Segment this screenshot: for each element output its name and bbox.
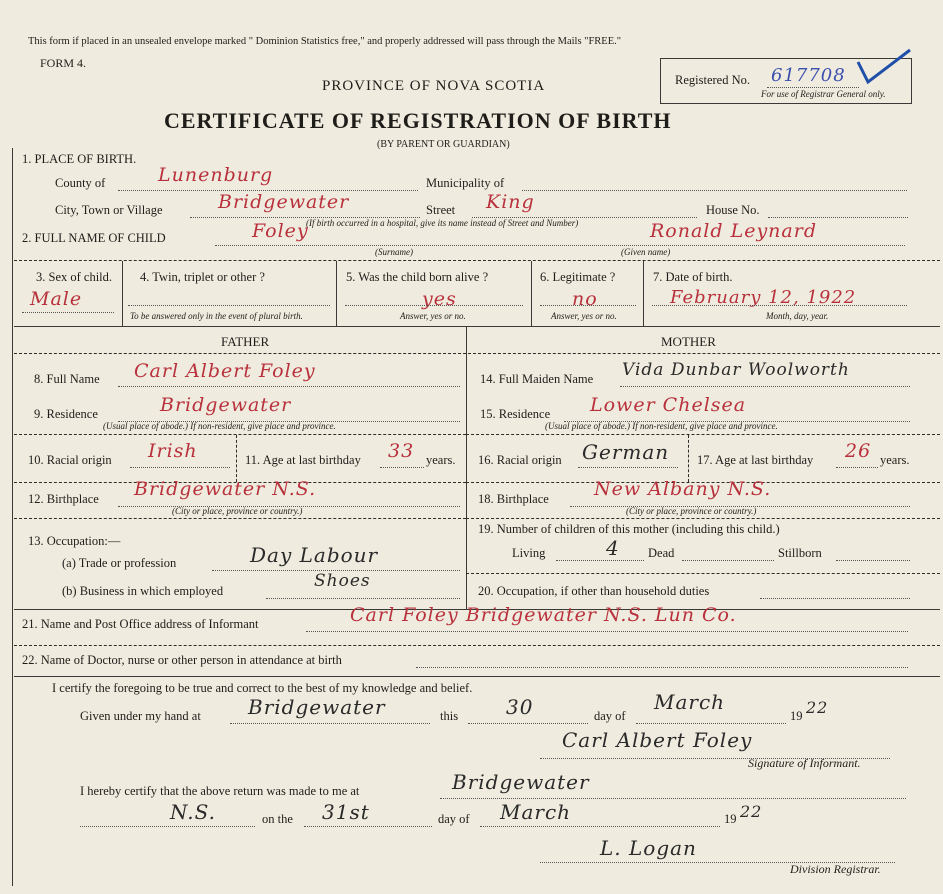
child-given-name: Ronald Leynard — [650, 220, 817, 242]
mother-racial-value: German — [582, 440, 670, 464]
street-label: Street — [426, 203, 456, 217]
municipality-label: Municipality of — [426, 176, 505, 190]
informant-signature: Carl Albert Foley — [562, 728, 753, 752]
registrar-on-label: on the — [262, 812, 293, 826]
legit-note: Answer, yes or no. — [551, 311, 617, 321]
certify-statement: I certify the foregoing to be true and correct to the best of my knowledge and belief. — [52, 681, 473, 695]
living-label: Living — [512, 546, 546, 560]
certify-month: March — [654, 690, 726, 714]
certificate-subtitle: (BY PARENT OR GUARDIAN) — [377, 139, 510, 150]
mother-age-value: 26 — [845, 440, 872, 462]
father-racial-label: 10. Racial origin — [28, 453, 112, 467]
left-border — [12, 148, 13, 886]
stillborn-label: Stillborn — [778, 546, 822, 560]
center-divider — [466, 327, 467, 609]
alive-value: yes — [422, 288, 457, 310]
father-birthplace-value: Bridgewater N.S. — [134, 478, 317, 500]
business-value: Shoes — [314, 571, 371, 591]
legit-value: no — [572, 288, 598, 310]
registrar-place: Bridgewater — [452, 770, 590, 794]
mother-heading: MOTHER — [661, 334, 716, 349]
registrar-note: For use of Registrar General only. — [761, 89, 886, 99]
province-heading: PROVINCE OF NOVA SCOTIA — [322, 78, 546, 94]
alive-note: Answer, yes or no. — [400, 311, 466, 321]
sex-label: 3. Sex of child. — [36, 270, 113, 284]
place-of-birth-label: 1. PLACE OF BIRTH. — [22, 152, 137, 166]
blue-check-mark — [850, 42, 920, 102]
child-surname: Foley — [252, 220, 309, 242]
date-value: February 12, 1922 — [670, 287, 857, 308]
mother-birthplace-note: (City or place, province or country.) — [626, 506, 757, 516]
mother-residence-label: 15. Residence — [480, 407, 551, 421]
mother-racial-label: 16. Racial origin — [478, 453, 562, 467]
registrar-signature: L. Logan — [600, 836, 697, 860]
mother-name-value: Vida Dunbar Woolworth — [622, 360, 850, 380]
informant-label: 21. Name and Post Office address of Informant — [22, 617, 259, 631]
mother-residence-note: (Usual place of abode.) If non-resident, give place and province. — [545, 421, 778, 431]
father-birthplace-label: 12. Birthplace — [28, 492, 99, 506]
given-label: Given under my hand at — [80, 709, 201, 723]
street-value: King — [486, 191, 535, 213]
certify-year-prefix: 19 — [790, 709, 803, 723]
certify-day-label: day of — [594, 709, 626, 723]
child-name-label: 2. FULL NAME OF CHILD — [22, 231, 166, 245]
mother-birthplace-label: 18. Birthplace — [478, 492, 549, 506]
legit-label: 6. Legitimate ? — [540, 270, 616, 284]
sex-value: Male — [30, 288, 83, 310]
father-name-value: Carl Albert Foley — [134, 360, 316, 382]
registrar-province: N.S. — [170, 800, 216, 824]
trade-value: Day Labour — [250, 543, 379, 567]
house-label: House No. — [706, 203, 760, 217]
doctor-label: 22. Name of Doctor, nurse or other person in attendance at birth — [22, 653, 342, 667]
date-note: Month, day, year. — [766, 311, 829, 321]
father-heading: FATHER — [221, 334, 270, 349]
children-label: 19. Number of children of this mother (including this child.) — [478, 522, 780, 536]
certify-day: 30 — [506, 695, 534, 719]
mother-age-unit: years. — [880, 453, 910, 467]
informant-value: Carl Foley Bridgewater N.S. Lun Co. — [350, 604, 737, 626]
business-label: (b) Business in which employed — [62, 584, 224, 598]
registered-number: 617708 — [771, 65, 846, 86]
this-label: this — [440, 709, 459, 723]
alive-label: 5. Was the child born alive ? — [346, 270, 489, 284]
registered-label: Registered No. — [675, 73, 750, 87]
given-caption: (Given name) — [621, 247, 671, 257]
registered-line — [767, 87, 859, 88]
mail-notice: This form if placed in an unsealed envelope marked " Dominion Statistics free," and properly addressed will pass through the Mails "FREE." — [28, 36, 622, 47]
registrar-statement: I hereby certify that the above return was made to me at — [80, 784, 360, 798]
father-age-value: 33 — [388, 440, 415, 462]
registrar-day-label: day of — [438, 812, 470, 826]
dead-label: Dead — [648, 546, 675, 560]
registrar-year: 22 — [740, 802, 763, 821]
certificate-title: CERTIFICATE OF REGISTRATION OF BIRTH — [164, 108, 672, 133]
signature-caption: Signature of Informant. — [748, 756, 861, 770]
city-label: City, Town or Village — [55, 203, 163, 217]
registrar-caption: Division Registrar. — [790, 862, 881, 876]
certify-year: 22 — [806, 698, 829, 717]
occupation-label: 13. Occupation:— — [28, 534, 121, 548]
living-value: 4 — [606, 536, 620, 560]
father-residence-value: Bridgewater — [160, 394, 292, 416]
twin-label: 4. Twin, triplet or other ? — [140, 270, 265, 284]
hospital-note: (If birth occurred in a hospital, give its name instead of Street and Number) — [306, 218, 579, 228]
date-label: 7. Date of birth. — [653, 270, 733, 284]
given-place: Bridgewater — [248, 695, 386, 719]
twin-note: To be answered only in the event of plural birth. — [130, 311, 303, 321]
father-name-label: 8. Full Name — [34, 372, 100, 386]
mother-residence-value: Lower Chelsea — [590, 394, 747, 416]
registrar-year-prefix: 19 — [724, 812, 737, 826]
registrar-month: March — [500, 800, 572, 824]
registrar-day: 31st — [322, 800, 370, 824]
trade-label: (a) Trade or profession — [62, 556, 177, 570]
father-age-label: 11. Age at last birthday — [245, 453, 361, 467]
county-label: County of — [55, 176, 106, 190]
county-value: Lunenburg — [158, 164, 274, 186]
mother-age-label: 17. Age at last birthday — [697, 453, 814, 467]
city-value: Bridgewater — [218, 191, 350, 213]
father-birthplace-note: (City or place, province or country.) — [172, 506, 303, 516]
mother-occupation-label: 20. Occupation, if other than household duties — [478, 584, 710, 598]
mother-birthplace-value: New Albany N.S. — [594, 478, 772, 500]
father-racial-value: Irish — [148, 440, 198, 462]
surname-caption: (Surname) — [375, 247, 413, 257]
father-age-unit: years. — [426, 453, 456, 467]
father-residence-note: (Usual place of abode.) If non-resident, give place and province. — [103, 421, 336, 431]
father-residence-label: 9. Residence — [34, 407, 98, 421]
mother-name-label: 14. Full Maiden Name — [480, 372, 594, 386]
form-number: FORM 4. — [40, 56, 87, 70]
